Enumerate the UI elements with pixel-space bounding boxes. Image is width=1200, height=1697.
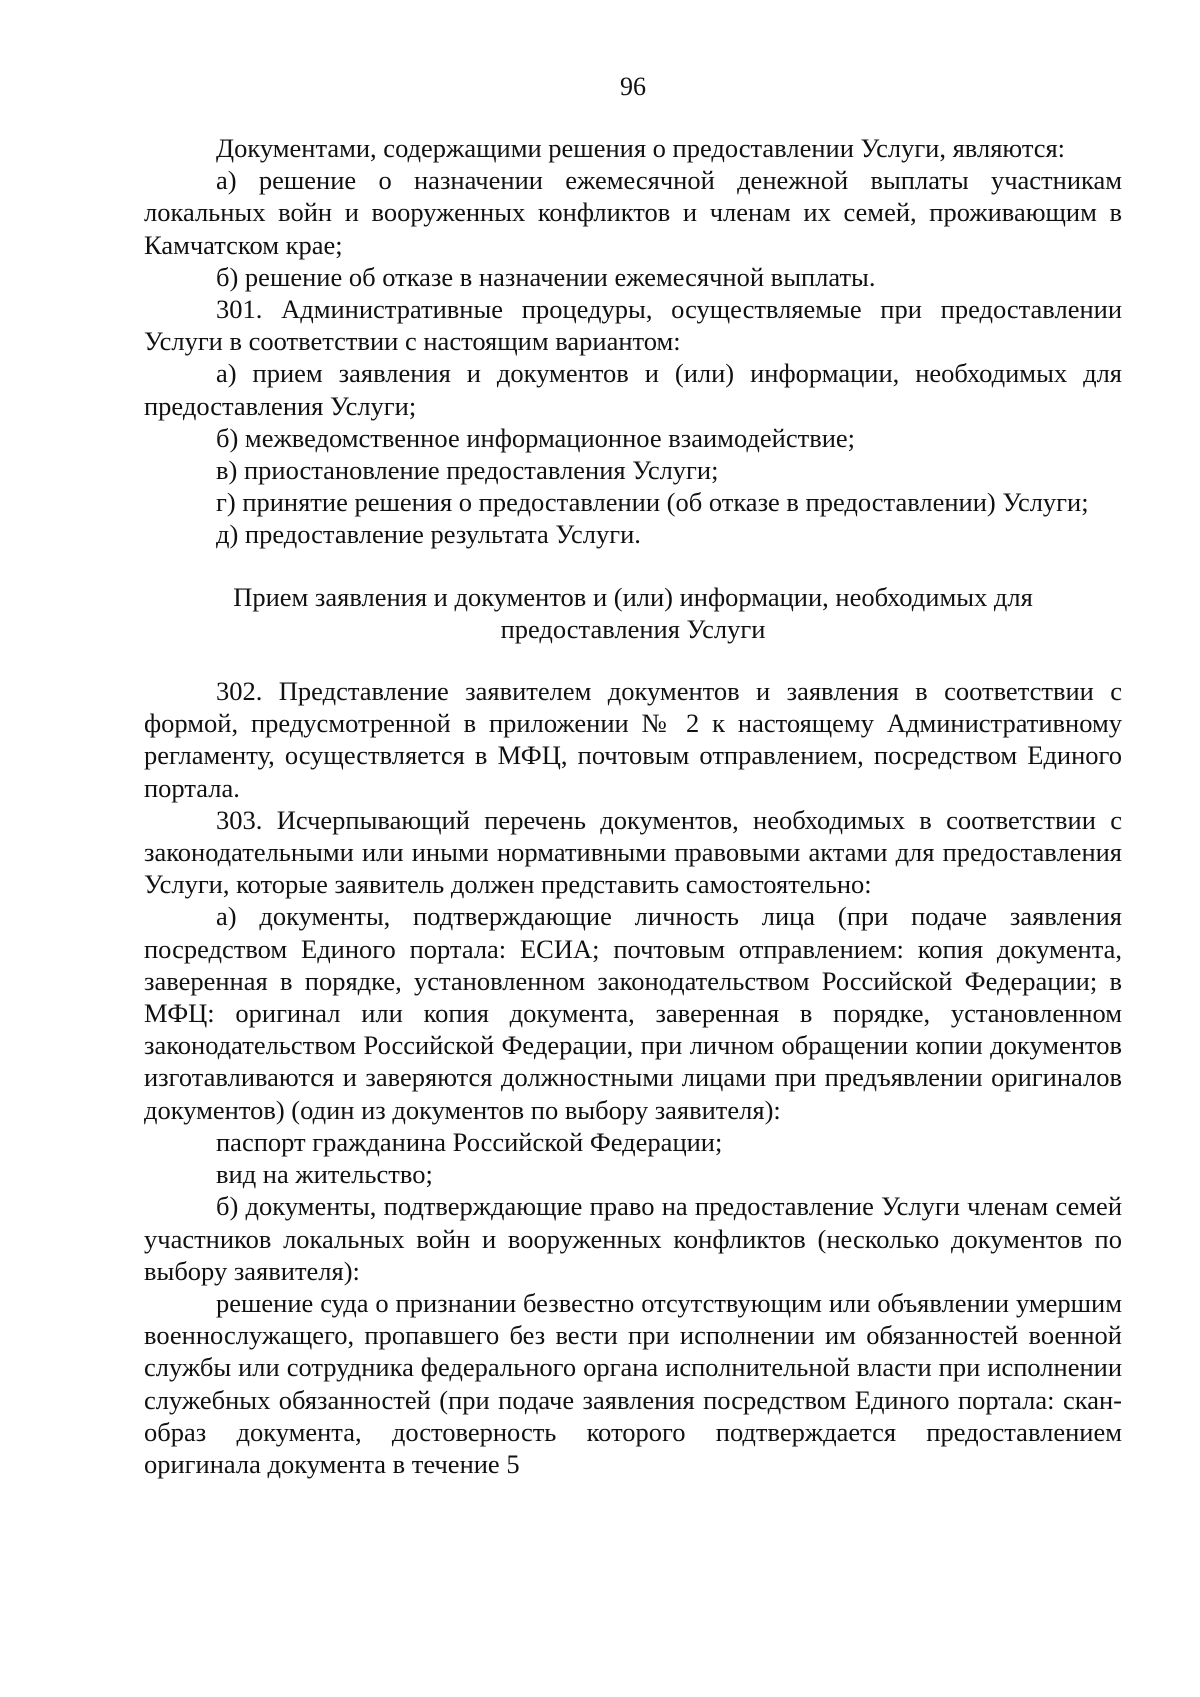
paragraph-301-b: б) межведомственное информационное взаимодействие;: [216, 422, 856, 453]
paragraph-301: 301. Административные процедуры, осуществляемые при предоставлении Услуги в соответствии с настоящим вариантом:: [144, 294, 1122, 357]
section-heading: Прием заявления и документов и (или) информации, необходимых для предоставления Услуги: [233, 581, 1033, 644]
paragraph-303-a: а) документы, подтверждающие личность лица (при подаче заявления посредством Единого портала: ЕСИА; почтовым отправлением: копия документа, заверенная в порядке, установленном законодательством Российской Федерации; в МФЦ: оригинал или копия документа, заверенная в порядке, установленном законодательством Российской Федерации, при личном обращении копии документов изготавливаются и заверяются должностными лицами при предъявлении оригиналов документов) (один из документов по выбору заявителя):: [144, 901, 1122, 1125]
paragraph-301-a: а) прием заявления и документов и (или) информации, необходимых для предоставления Услуги;: [144, 358, 1122, 421]
paragraph-passport: паспорт гражданина Российской Федерации;: [216, 1126, 723, 1157]
paragraph-court-decision: решение суда о признании безвестно отсутствующим или объявлении умершим военнослужащего, пропавшего без вести при исполнении им обязанностей военной службы или сотрудника федерального органа исполнительной власти при исполнении служебных обязанностей (при подаче заявления посредством Единого портала: скан-образ документа, достоверность которого подтверждается предоставлением оригинала документа в течение 5: [144, 1287, 1122, 1479]
paragraph-303-b: б) документы, подтверждающие право на предоставление Услуги членам семей участников локальных войн и вооруженных конфликтов (несколько документов по выбору заявителя):: [144, 1191, 1122, 1286]
paragraph-item-b-refusal: б) решение об отказе в назначении ежемесячной выплаты.: [216, 261, 876, 292]
paragraph-301-v: в) приостановление предоставления Услуги;: [216, 455, 719, 486]
paragraph-301-d: д) предоставление результата Услуги.: [216, 519, 641, 550]
page-number: 96: [620, 72, 646, 101]
document-page: [144, 0, 1122, 1697]
paragraph-residence-permit: вид на жительство;: [216, 1159, 433, 1190]
paragraph-result-documents: Документами, содержащими решения о предоставлении Услуги, являются:: [216, 133, 1066, 163]
document-body: [144, 132, 1122, 1480]
paragraph-302: 302. Представление заявителем документов и заявления в соответствии с формой, предусмотренной в приложении № 2 к настоящему Административному регламенту, осуществляется в МФЦ, почтовым отправлением, посредством Единого портала.: [144, 676, 1122, 803]
paragraph-303: 303. Исчерпывающий перечень документов, необходимых в соответствии с законодательными или иными нормативными правовыми актами для предоставления Услуги, которые заявитель должен представить самостоятельно:: [144, 804, 1122, 900]
paragraph-301-g: г) принятие решения о предоставлении (об отказе в предоставлении) Услуги;: [216, 487, 1089, 518]
paragraph-item-a-decision: а) решение о назначении ежемесячной денежной выплаты участникам локальных войн и вооруженных конфликтов и членам их семей, проживающим в Камчатском крае;: [144, 165, 1122, 260]
